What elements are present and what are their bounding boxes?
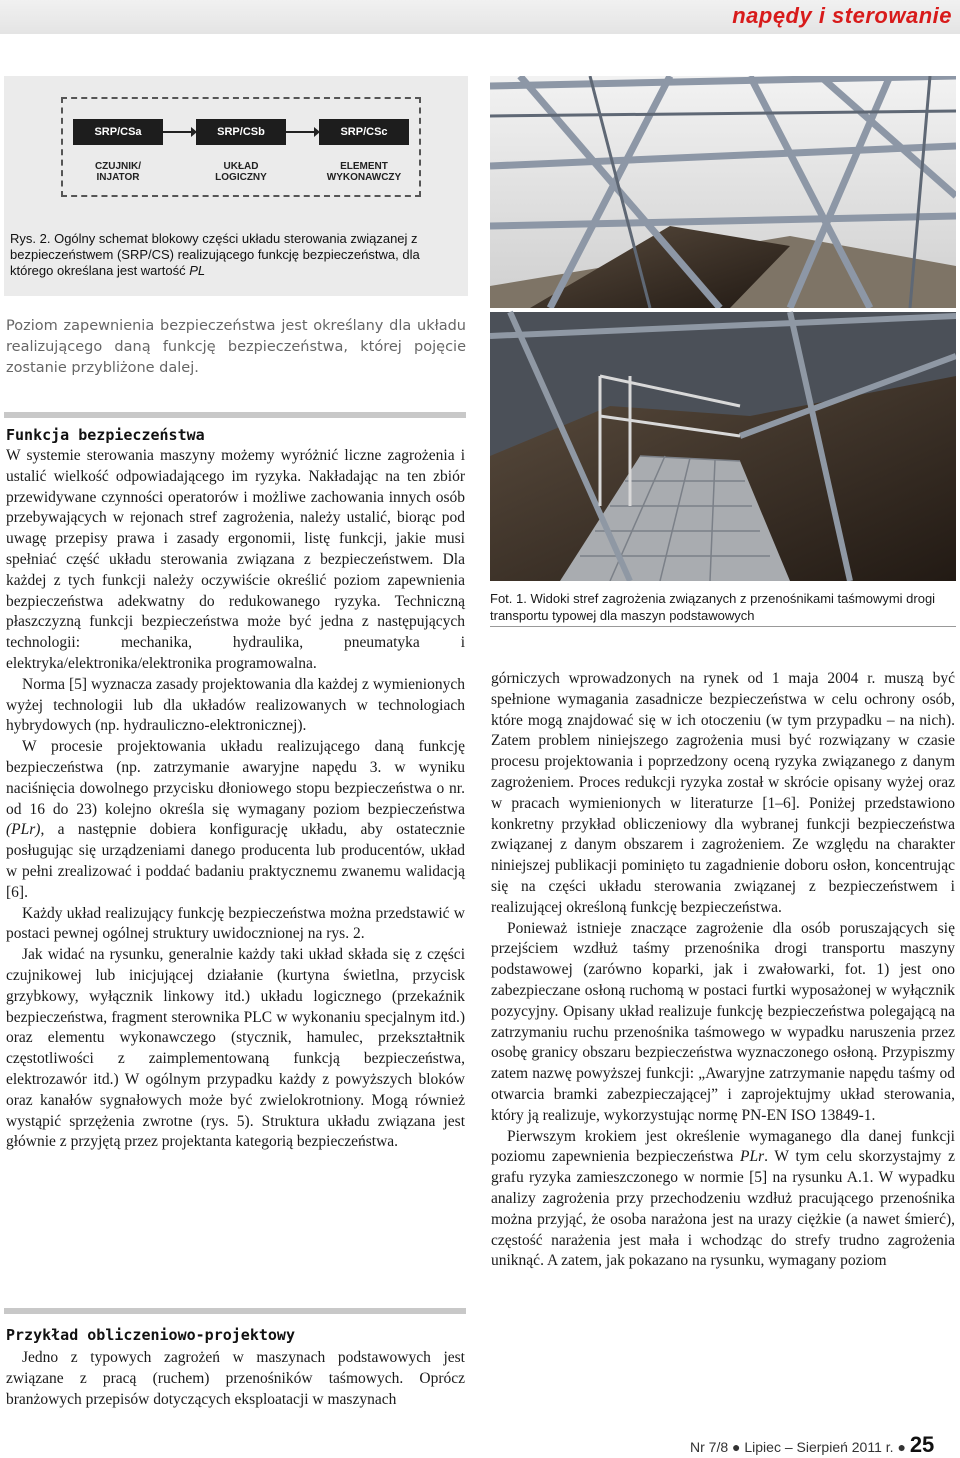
paragraph: W procesie projektowania układu realizującego daną funkcję bezpieczeństwa (np. zatrzymanie awaryjne napędu 3. w wyniku naciśnięcia dowolnego przycisku dłoniowego stopu bezpieczeństwa o nr. od 16 do 23) kolejno określa się wymagany poziom bezpieczeństwa (PLr), a następnie dobiera konfigurację układu, aby ostatecznie posługując się urządzeniami danego producenta lub producentów, układ w pełni zrealizować i poddać badaniu praktycznemu zwanemu walidacją [6]. (6, 738, 465, 901)
label-actuator: ELEMENT WYKONAWCZY (326, 161, 402, 183)
section-title: napędy i sterowanie (732, 3, 952, 28)
conveyor-photo-image (490, 76, 956, 581)
paragraph: Jedno z typowych zagrożeń w maszynach podstawowych jest związane z pracą (ruchem) przenośników taśmowych. Oprócz branżowych przepisów dotyczących eksploatacji w maszynach (6, 1349, 465, 1408)
paragraph: Każdy układ realizujący funkcję bezpieczeństwa można przedstawić w postaci pewnej ogólnej struktury uwidocznionej na rys. 2. (6, 904, 465, 943)
intro-paragraph: Poziom zapewnienia bezpieczeństwa jest określany dla układu realizującego daną funkcję bezpieczeństwa, której pojęcie zostanie przybliżone dalej. (6, 318, 466, 376)
bullet-icon: ● (732, 1439, 741, 1455)
bullet-icon: ● (897, 1439, 906, 1455)
section-divider (4, 1308, 466, 1314)
paragraph: Jak widać na rysunku, generalnie każdy taki układ składa się z części czujnikowej lub inicjującej działanie (kurtyna świetlna, przycisk grzybkowy, wyłącznik linkowy itd.) układu logicznego (przekaźnik bezpieczeństwa, fragment sterownika PLC w wykonaniu specjalnym itd.) oraz elementu wykonawczego (stycznik, hamulec, przekształtnik częstotliwości z zaimplementowaną funkcją bezpieczeństwa, elektrozawór itd.) W ogólnym przypadku każdy z powyższych bloków oraz kanałów sygnałowych może być zwielokrotniony. Mogą również wystąpić sprzężenia zwrotne (rys. 5). Struktura układu związana jest głównie z przyjętą przez projektanta kategorią bezpieczeństwa. (6, 946, 465, 1151)
section-heading: Funkcja bezpieczeństwa (6, 426, 205, 444)
block-srp-csb: SRP/CSb (196, 119, 286, 145)
paragraph: Norma [5] wyznacza zasady projektowania dla każdej z wymienionych wyżej technologii lub dla układów realizowanych w technologiach hybrydowych (np. hydrauliczno-elektronicznej). (6, 675, 465, 735)
section-divider (4, 412, 466, 418)
issue-number: Nr 7/8 (690, 1439, 729, 1455)
paragraph: W systemie sterowania maszyny możemy wyróżnić liczne zagrożenia i ustalić wielkość odpowiadającego im ryzyka. Nakładając na ten zbiór przewidywane czynności operatorów i możliwe zachowania innych osób przebywających w rejonach stref zagrożenia, należy ustalić, biorąc pod uwagę przepisy prawa i zasady ergonomii, listę funkcji, jakie musi spełniać część układu sterowania związana z bezpieczeństwem. Dla każdej z tych funkcji należy oczywiście określić poziom zapewnienia bezpieczeństwa adekwatny do redukowanego ryzyka. Techniczną płaszczyzną funkcji bezpieczeństwa może być jedna z następujących technologii: mechanika, hydraulika, pneumatyka i elektryka/elektronika/elektronika programowalna. (6, 447, 465, 672)
conveyor-photo (490, 76, 956, 581)
figure-2-caption: Rys. 2. Ogólny schemat blokowy części układu sterowania związanej z bezpieczeństwem (SRP/CS) realizującego funkcję bezpieczeństwa, dla którego określana jest wartość PL (10, 231, 420, 278)
page-number: 25 (909, 1432, 935, 1457)
paragraph: Pierwszym krokiem jest określenie wymaganego dla danej funkcji poziomu zapewnienia bezpieczeństwa PLr. W tym celu skorzystajmy z grafu ryzyka zamieszczonego w normie [5] na rysunku A.1. W wypadku analizy zagrożenia przy przechodzeniu wzdłuż pracującego przenośnika można przyjąć, że osoba narażona jest na urazy ciężkie (a nawet śmierć), częstość narażenia jest mała i wchodząc do strefy trudno zagrożenia uniknąć. A zatem, jak pokazano na rysunku, wymagany poziom (491, 1127, 955, 1270)
issue-date: Lipiec – Sierpień 2011 r. (744, 1439, 894, 1455)
photo-1-caption: Fot. 1. Widoki stref zagrożenia związanych z przenośnikami taśmowymi drogi transportu typowej dla maszyn podstawowych (490, 591, 936, 623)
caption-rule (490, 626, 956, 627)
paragraph: górniczych wprowadzonych na rynek od 1 maja 2004 r. muszą być spełnione wymagania zasadnicze bezpieczeństwa w celu ochrony osób, które mogą znajdować się w ich otoczeniu (w tym przypadku – na nich). Zatem problem niniejszego zagrożenia musi być rozwiązany w czasie procesu projektowania i poprzedzony oceną ryzyka związanego z danym zagrożeniem. Proces redukcji ryzyka został w skrócie opisany wyżej oraz w pracach wymienionych w literaturze [1–6]. Poniżej przedstawiono konkretny przykład obliczeniowy dla wybranej funkcji bezpieczeństwa związanej z danym obszarem i zagrożeniem. Ze względu na charakter niniejszej publikacji pominięto tu zagadnienie doboru osłon, koncentrując się na części układu sterowania związanej z bezpieczeństwem i realizującej określoną funkcję bezpieczeństwa. (491, 670, 955, 916)
page-footer (690, 1432, 934, 1458)
paragraph: Ponieważ istnieje znaczące zagrożenie dla osób poruszających się przejściem wzdłuż taśmy przenośnika drogi transportu maszyny podstawowej (zarówno koparki, jak i zwałowarki, fot. 1) jest ono zabezpieczane osłoną ruchomą w postaci furtki wyposażonej w wyłącznik pozycyjny. Opisany układ realizuje funkcję bezpieczeństwa polegającą na zatrzymaniu ruchu przenośnika taśmowego w wypadku naruszenia przez osobę granicy obszaru bezpieczeństwa wyznaczonego osłoną. Przypiszmy zatem nazwę powyższej funkcji: „Awaryjne zatrzymanie napędu taśmy od otwarcia bramki zabezpieczającej” i zaprojektujmy układ sterowania, który ją realizuje, wykorzystując normę PN-EN ISO 13849-1. (491, 919, 955, 1124)
srp-cs-diagram (61, 97, 421, 197)
section-heading: Przykład obliczeniowo-projektowy (6, 1326, 295, 1344)
block-srp-csc: SRP/CSc (319, 119, 409, 145)
block-srp-csa: SRP/CSa (73, 119, 163, 145)
label-logic: UKŁAD LOGICZNY (215, 161, 267, 183)
right-column-text (491, 669, 955, 1272)
label-sensor: CZUJNIK/ INJATOR (94, 161, 142, 183)
left-column-text (6, 446, 465, 1153)
